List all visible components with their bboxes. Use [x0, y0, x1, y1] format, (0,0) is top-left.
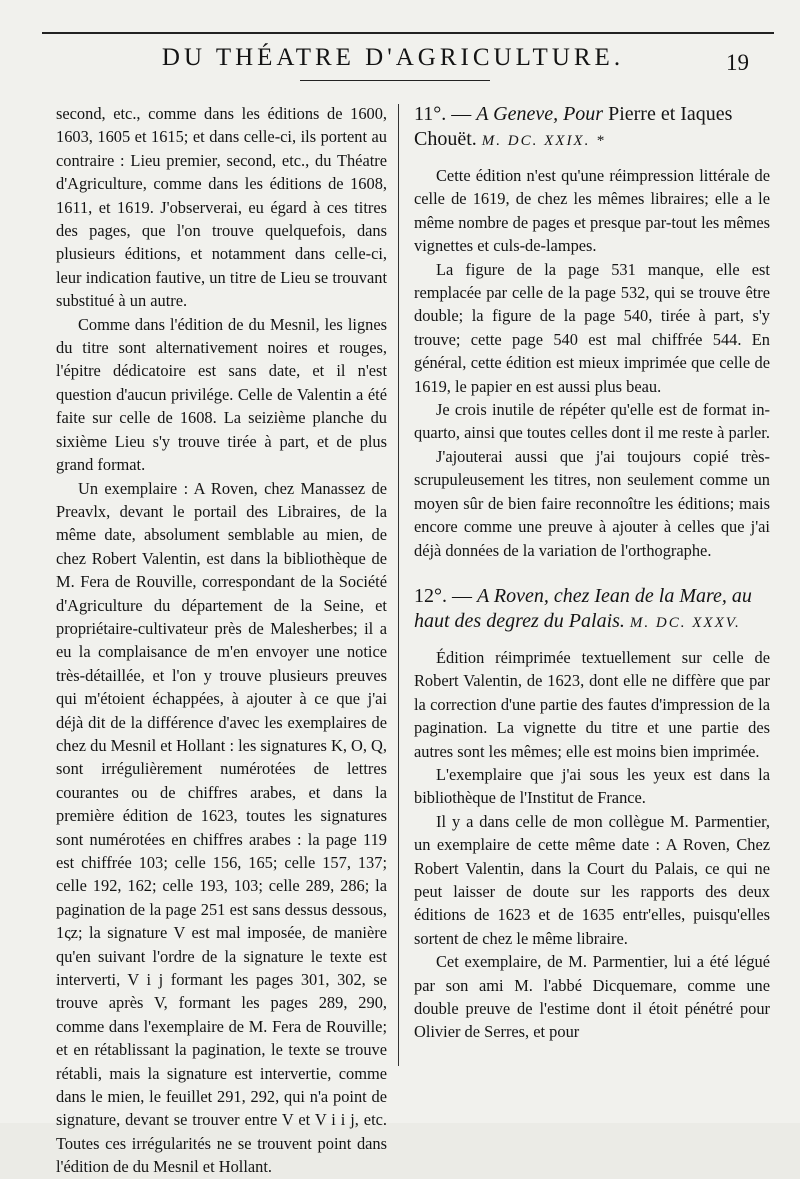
- right-column: [414, 102, 770, 1044]
- entry-12-paragraph-1: Édition réimprimée textuellement sur celle de Robert Valentin, de 1623, dont elle ne diffère que par la correction d'une partie des fautes d'impression de la pagination. La vignette du titre et une partie des autres sont les mêmes; elle est moins bien imprimée.: [414, 647, 770, 761]
- left-paragraph-1: second, etc., comme dans les éditions de 1600, 1603, 1605 et 1615; et dans celle-ci, ils portent au contraire : Lieu premier, second, etc., du Théatre d'Agriculture, comme dans les éditions de 1608, 1611, et 1619. J'observerai, eu égard à ces titres des pages, que l'on trouve quelquefois, dans plusieurs éditions, et notamment dans celle-ci, leur indication fautive, un titre de Lieu se trouvant substitué à un autre.: [56, 104, 387, 311]
- entry-12-place: A Roven, chez Iean de la Mare, au haut des degrez du Palais.: [414, 584, 752, 632]
- entry-12-paragraph-2: L'exemplaire que j'ai sous les yeux est dans la bibliothèque de l'Institut de France.: [414, 764, 770, 808]
- entry-11-paragraph-3: Je crois inutile de répéter qu'elle est de format in-quarto, ainsi que toutes celles dont il me reste à parler.: [414, 400, 770, 443]
- entry-11-paragraph-4: J'ajouterai aussi que j'ai toujours copié très-scrupuleusement les titres, non seulement comme un moyen sûr de bien faire reconnoître les éditions; mais encore comme une preuve à ajouter à celles que j'ai déjà données de la variation de l'orthographe.: [414, 446, 770, 560]
- page-number: 19: [726, 50, 749, 75]
- running-head: DU THÉATRE D'AGRICULTURE.: [161, 44, 625, 71]
- entry-12-paragraph-4: Cet exemplaire, de M. Parmentier, lui a été légué par son ami M. l'abbé Dicquemare, comme une double preuve de l'estime dont il étoit pénétré pour Olivier de Serres, et pour: [414, 952, 770, 1042]
- entry-11-paragraph-1: Cette édition n'est qu'une réimpression littérale de celle de 1619, de chez les mêmes libraires; elle a le même nombre de pages et presque par-tout les mêmes vignettes et culs-de-lampes.: [414, 166, 770, 256]
- entry-11-date: M. DC. XXIX. *: [481, 133, 606, 149]
- entry-11-place: A Geneve, Pour: [476, 103, 604, 125]
- left-column: [56, 102, 387, 1179]
- column-divider: [398, 104, 399, 1066]
- left-paragraph-2: Comme dans l'édition de du Mesnil, les lignes du titre sont alternativement noires et rouges, l'épitre dédicatoire est sans date, et il n'est question d'aucun privilége. Celle de Valentin a été faite sur celle de 1608. La seizième planche du sixième Lieu s'y trouve tirée à part, et de plus grand format.: [56, 314, 387, 475]
- top-rule: [42, 32, 774, 34]
- entry-12-number: 12°. —: [414, 584, 472, 607]
- left-paragraph-3: Un exemplaire : A Roven, chez Manassez de Preavlx, devant le portail des Libraires, de la même date, absolument semblable au mien, de chez Robert Valentin, est dans la bibliothèque de M. Fera de Rouville, correspondant de la Société d'Agriculture du département de la Seine, et propriétaire-cultivateur près de Malesherbes; il a eu la complaisance de m'en envoyer une notice très-détaillée, et l'on y trouve plusieurs preuves qui m'étoient échappées, à ajouter à ce que j'ai déjà dit de la différence d'avec les exemplaires de chez du Mesnil et Hollant : les signatures K, O, Q, sont irrégulièrement numérotées de lettres courantes ou de chiffres arabes, et dans la première édition de 1623, toutes les signatures sont numérotées en chiffres arabes : la page 119 est chiffrée 103; celle 156, 165; celle 157, 137; celle 192, 162; celle 193, 103; celle 289, 286; la pagination de la page 251 est sans dessus dessous, 1ςz; la signature V est mal imposée, de manière qu'en suivant l'ordre de la signature le texte est interverti, V i j formant les pages 301, 302, se trouve après V, formant les pages 289, 290, comme dans l'exemplaire de M. Fera de Rouville; et en rétablissant la pagination, le texte se trouve rétabli, mais la signature est intervertie, comme dans le mien, le feuillet 291, 292, qui n'a point de signature, devant se trouver entre V et V i i j, etc. Toutes ces irrégularités ne se trouvent point dans l'édition de du Mesnil et Hollant.: [56, 478, 387, 1177]
- entry-12-heading: [414, 584, 770, 636]
- entry-11-paragraph-2: La figure de la page 531 manque, elle est remplacée par celle de la page 532, qui se trouve être double; la figure de la page 540, tirée à part, s'y trouve; cette page 540 est mal chiffrée 544. En général, cette édition est mieux imprimée que celle de 1619, le papier en est aussi plus beau.: [414, 259, 770, 396]
- entry-11-heading: [414, 102, 770, 154]
- header-rule: [300, 80, 490, 81]
- entry-11-number: 11°. —: [414, 103, 472, 125]
- entry-11-printer: Pierre et Iaques Chouët.: [414, 103, 733, 150]
- entry-12-date: M. DC. XXXV.: [629, 614, 741, 631]
- entry-12-paragraph-3: Il y a dans celle de mon collègue M. Parmentier, un exemplaire de cette même date : A Roven, Chez Robert Valentin, dans la Court du Palais, ce qui ne peut laisser de doute sur les rapports des deux éditions de 1623 et de 1635 entr'elles, puisqu'elles sortent de chez le même libraire.: [414, 811, 770, 948]
